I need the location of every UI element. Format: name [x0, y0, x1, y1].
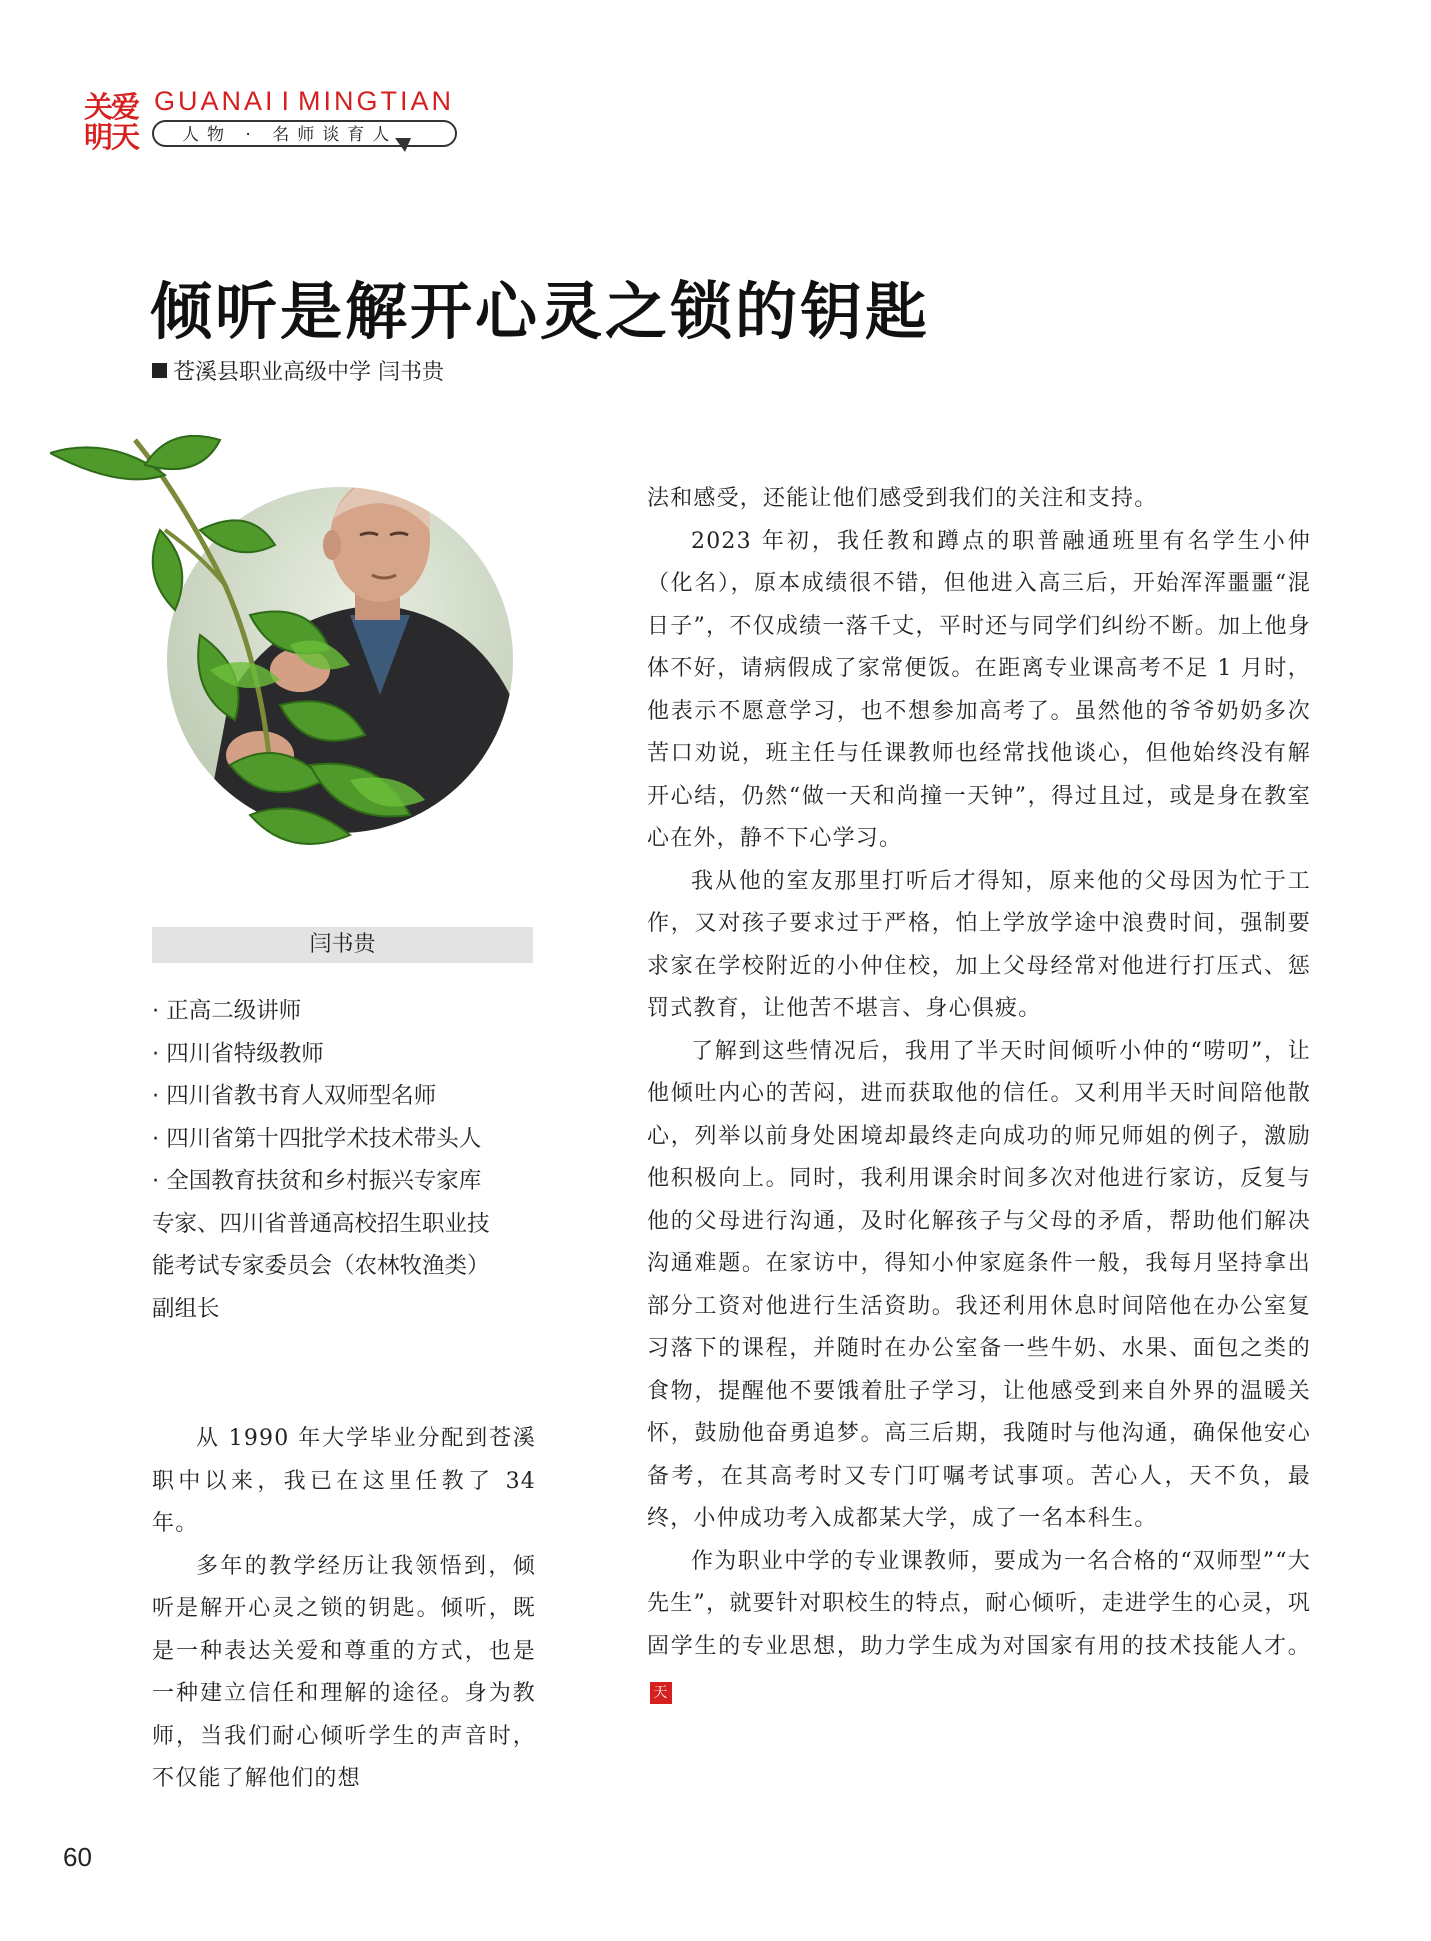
logo-line-top: 关爱 [84, 90, 139, 124]
credential-item-continued: 专家、四川省普通高校招生职业技 [152, 1210, 490, 1237]
article-end-mark-icon: 天 [650, 1682, 672, 1704]
page-number: 60 [63, 1842, 92, 1872]
body-paragraph: 2023 年初，我任教和蹲点的职普融通班里有名学生小仲（化名），原本成绩很不错，但他进入高三后，开始浑浑噩噩“混日子”，不仅成绩一落千丈，平时还与同学们纠纷不断。加上他身体不好，请病假成了家常便饭。在距离专业课高考不足 1 月时，他表示不愿意学习，也不想参加高考了。虽然他的爷爷奶奶多次苦口劝说，班主任与任课教师也经常找他谈心，但他始终没有解开心结，仍然“做一天和尚撞一天钟”，得过且过，或是身在教室心在外，静不下心学习。 [647, 528, 1311, 851]
logo-line-bottom: 明天 [84, 120, 139, 154]
byline-square-icon [152, 363, 167, 378]
logo-pinyin-right: MINGTIAN [298, 86, 455, 116]
body-paragraph-continued: 法和感受，还能让他们感受到我们的关注和支持。 [647, 486, 1158, 511]
logo-pinyin-separator: I [281, 86, 293, 116]
logo-pinyin-left: GUANAI [154, 86, 276, 116]
credential-item-continued: 副组长 [152, 1295, 220, 1322]
credential-item: · 四川省第十四批学术技术带头人 [152, 1125, 482, 1152]
right-column-body [647, 478, 1311, 1711]
profile-name-bar: 闫书贵 [152, 927, 533, 963]
body-paragraph: 多年的教学经历让我领悟到，倾听是解开心灵之锁的钥匙。倾听，既是一种表达关爱和尊重的方式，也是一种建立信任和理解的途径。身为教师，当我们耐心倾听学生的声音时，不仅能了解他们的想 [152, 1553, 536, 1791]
credentials-list [152, 990, 537, 1330]
magazine-logo-pinyin [154, 86, 454, 117]
teacher-portrait-photo [50, 435, 550, 895]
left-column-body [152, 1418, 536, 1801]
body-paragraph: 从 1990 年大学毕业分配到苍溪职中以来，我已在这里任教了 34 年。 [152, 1426, 536, 1536]
body-paragraph-final [647, 1541, 1311, 1711]
article-byline [152, 355, 444, 386]
speech-bubble-tail [395, 138, 411, 152]
credential-item: · 四川省教书育人双师型名师 [152, 1083, 437, 1109]
credential-item: · 正高二级讲师 [152, 998, 302, 1024]
body-paragraph: 了解到这些情况后，我用了半天时间倾听小仲的“唠叨”，让他倾吐内心的苦闷，进而获取他的信任。又利用半天时间陪他散心，列举以前身处困境却最终走向成功的师兄师姐的例子，激励他积极向上。同时，我利用课余时间多次对他进行家访，反复与他的父母进行沟通，及时化解孩子与父母的矛盾，帮助他们解决沟通难题。在家访中，得知小仲家庭条件一般，我每月坚持拿出部分工资对他进行生活资助。我还利用休息时间陪他在办公室复习落下的课程，并随时在办公室备一些牛奶、水果、面包之类的食物，提醒他不要饿着肚子学习，让他感受到来自外界的温暖关怀，鼓励他奋勇追梦。高三后期，我随时与他沟通，确保他安心备考，在其高考时又专门叮嘱考试事项。苦心人，天不负，最终，小仲成功考入成都某大学，成了一名本科生。 [647, 1038, 1311, 1531]
credential-item-continued: 能考试专家委员会（农林牧渔类） [152, 1253, 490, 1279]
article-title: 倾听是解开心灵之锁的钥匙 [150, 275, 931, 348]
credential-item: · 全国教育扶贫和乡村振兴专家库 [152, 1168, 482, 1194]
final-paragraph-text: 作为职业中学的专业课教师，要成为一名合格的“双师型”“大先生”，就要针对职校生的特点，耐心倾听，走进学生的心灵，巩固学生的专业思想，助力学生成为对国家有用的技术技能人才。 [647, 1548, 1311, 1659]
column-name: 人物 · 名师谈育人 [152, 120, 457, 147]
byline-text: 苍溪县职业高级中学 闫书贵 [173, 360, 444, 385]
magazine-logo-chinese [84, 92, 144, 152]
body-paragraph: 我从他的室友那里打听后才得知，原来他的父母因为忙于工作，又对孩子要求过于严格，怕上学放学途中浪费时间，强制要求家在学校附近的小仲住校，加上父母经常对他进行打压式、惩罚式教育，让他苦不堪言、身心俱疲。 [647, 868, 1311, 1021]
credential-item: · 四川省特级教师 [152, 1040, 324, 1067]
